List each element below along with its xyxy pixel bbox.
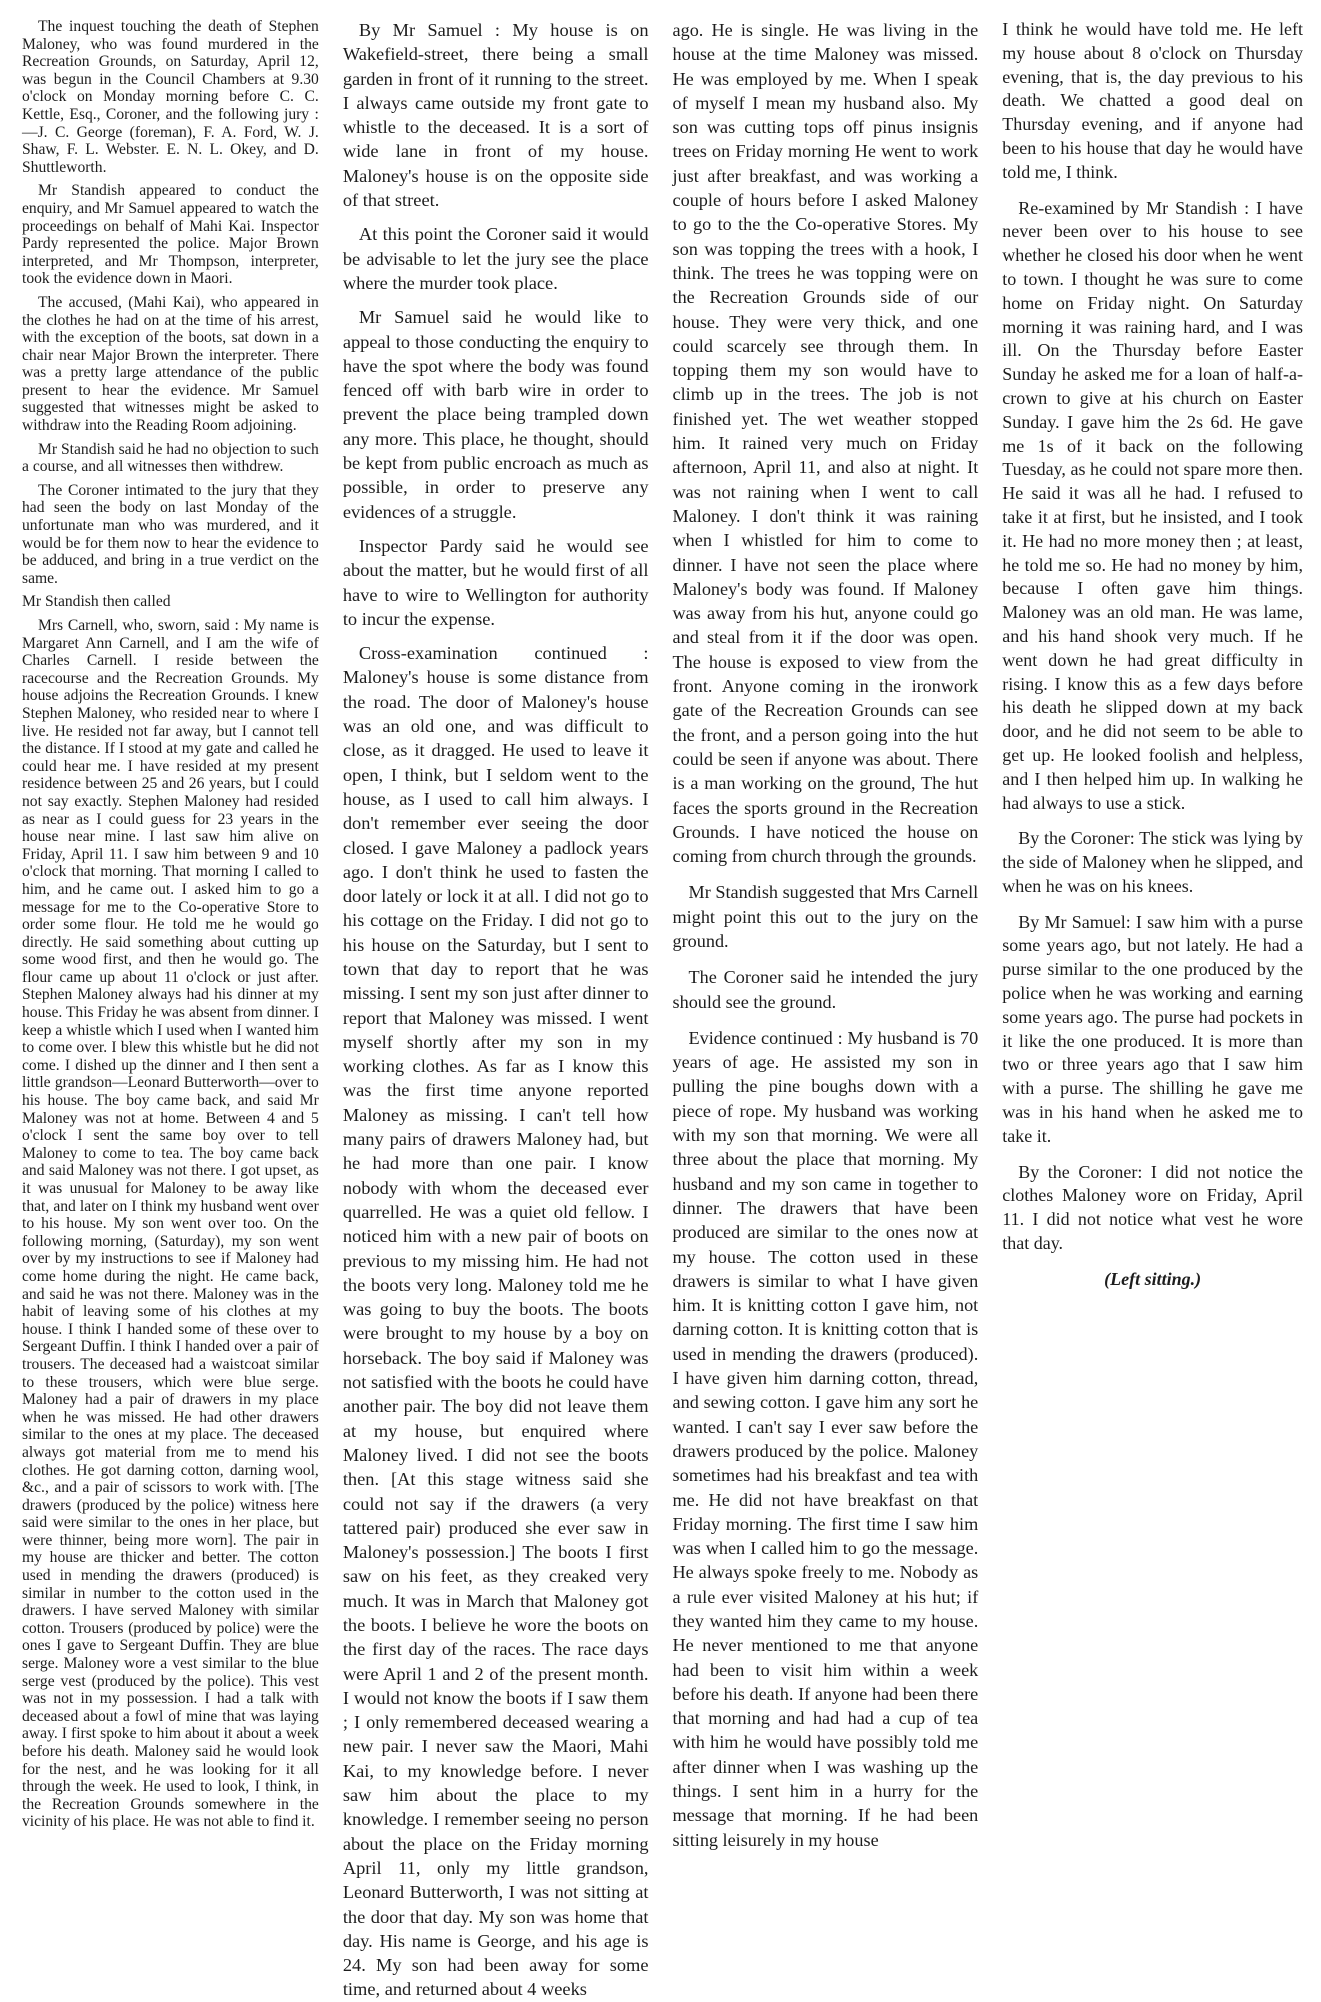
paragraph: Inspector Pardy said he would see about the matter, but he would first of all have to wire to Wellington for authority to incur the expense.	[342, 535, 649, 629]
column-1	[22, 18, 319, 1882]
paragraph: Mr Standish appeared to conduct the enquiry, and Mr Samuel appeared to watch the proceedings on behalf of Mahi Kai. Inspector Pardy represented the police. Major Brown interpreted, and Mr Thompson, interpreter, took the evidence down in Maori.	[22, 182, 319, 288]
paragraph: By the Coroner: I did not notice the clothes Maloney wore on Friday, April 11. I did not notice what vest he wore that day.	[1002, 1161, 1304, 1254]
paragraph: At this point the Coroner said it would be advisable to let the jury see the place where the murder took place.	[342, 224, 649, 293]
paragraph: The accused, (Mahi Kai), who appeared in the clothes he had on at the time of his arrest, with the exception of the boots, sat down in a chair near Major Brown the interpreter. There was a pretty large attendance of the public present to hear the evidence. Mr Samuel suggested that witnesses might be asked to withdraw into the Reading Room adjoining.	[22, 293, 319, 435]
paragraph: Cross-examination continued : Maloney's house is some distance from the road. The door of Maloney's house was an old one, and was difficult to close, as it dragged. He used to leave it open, I think, but I seldom went to the house, as I used to call him always. I don't remember ever seeing the door closed. I gave Maloney a padlock years ago. I don't think he used to fasten the door lately or lock it at all. I did not go to his cottage on the Friday. I did not go to his house on the Saturday, but I sent to town that day to report that he was missing. I sent my son just after dinner to report that Maloney was missed. I went myself shortly after my son in my working clothes. As far as I know this was the first time anyone reported Maloney as missing. I can't tell how many pairs of drawers Maloney had, but he had more than one pair. I know nobody with whom the deceased ever quarrelled. He was a quiet old fellow. I noticed him with a new pair of boots on previous to my missing him. He had not the boots very long. Maloney told me he was going to buy the boots. The boots were brought to my house by a boy on horseback. The boy said if Maloney was not satisfied with the boots he could have another pair. The boy did not leave them at my house, but enquired where Maloney lived. I did not see the boots then. [At this stage witness said she could not say if the drawers (a very tattered pair) produced she ever saw in Maloney's possession.] The boots I first saw on his feet, as they creaked very much. It was in March that Maloney got the boots. I believe he wore the boots on the first day of the races. The race days were April 1 and 2 of the present month. I would not know the boots if I saw them ; I only remembered deceased wearing a new pair. I never saw the Maori, Mahi Kai, to my knowledge before. I never saw him about the place to my knowledge. I remember seeing no person about the place on the Friday morning April 11, only my little grandson, Leonard Butterworth, I was not sitting at the door that day. My son was home that day. His name is George, and his age is 24. My son had been away for some time, and returned about 4 weeks	[342, 643, 649, 2000]
paragraph: By the Coroner: The stick was lying by the side of Maloney when he slipped, and when he was on his knees.	[1002, 828, 1304, 896]
paragraph: Mr Standish suggested that Mrs Carnell might point this out to the jury on the ground.	[672, 882, 979, 951]
paragraph: Re-examined by Mr Standish : I have never been over to his house to see whether he closed his door when he went to town. I thought he was sure to come home on Friday night. On Saturday morning it was raining hard, and I was ill. On the Thursday before Easter Sunday he asked me for a loan of half-a-crown to give at his church on Easter Sunday. I gave him the 2s 6d. He gave me 1s of it back on the following Tuesday, as he could not spare more then. He said it was all he had. I refused to take it at first, but he insisted, and I took it. He had no more money then ; at least, he told me so. He had no money by him, because I often gave him things. Maloney was an old man. He was lame, and his hand shook very much. If he went down he had great difficulty in rising. I know this as a few days before his death he slipped down at my back door, and he did not seem to be able to get up. He looked foolish and helpless, and I then helped him up. In walking he had always to use a stick.	[1002, 197, 1304, 813]
paragraph: By Mr Samuel : My house is on Wakefield-street, there being a small garden in front of it running to the street. I always came outside my front gate to whistle to the deceased. It is a sort of wide lane in front of my house. Maloney's house is on the opposite side of that street.	[342, 20, 649, 211]
column-4	[1002, 18, 1303, 1882]
paragraph: ago. He is single. He was living in the house at the time Maloney was missed. He was employed by me. When I speak of myself I mean my husband also. My son was cutting tops off pinus insignis trees on Friday morning He went to work just after breakfast, and was working a couple of hours before I asked Maloney to go to the the Co-operative Stores. My son was topping the trees with a hook, I think. The trees he was topping were on the Recreation Grounds side of our house. They were very thick, and one could scarcely see through them. In topping them my son would have to climb up in the trees. The job is not finished yet. The wet weather stopped him. It rained very much on Friday afternoon, April 11, and also at night. It was not raining when I went to call Maloney. I don't think it was raining when I whistled for him to come to dinner. I have not seen the place where Maloney's body was found. If Maloney was away from his hut, anyone could go and steal from it if the door was open. The house is exposed to view from the front. Anyone coming in the ironwork gate of the Recreation Grounds can see the front, and a person going into the hut could be seen if anyone was about. There is a man working on the ground, The hut faces the sports ground in the Recreation Grounds. I have noticed the house on coming from church through the grounds.	[672, 20, 979, 867]
column-3	[673, 18, 979, 1882]
column-2	[342, 18, 649, 2000]
paragraph: By Mr Samuel: I saw him with a purse some years ago, but not lately. He had a purse similar to the one produced by the police when he was working and earning some years ago. The purse had pockets in it like the one produced. It is more than two or three years ago that I saw him with a purse. The shilling he gave me was in his hand when he asked me to take it.	[1002, 911, 1304, 1146]
paragraph: Evidence continued : My husband is 70 years of age. He assisted my son in pulling the pine boughs down with a piece of rope. My husband was working with my son that morning. We were all three about the place that morning. My husband and my son came in together to dinner. The drawers that have been produced are similar to the ones now at my house. The cotton used in these drawers is similar to what I have given him. It is knitting cotton I gave him, not darning cotton. It is knitting cotton that is used in mending the drawers (produced). I have given him darning cotton, thread, and sewing cotton. I gave him any sort he wanted. I can't say I ever saw before the drawers produced by the police. Maloney sometimes had his breakfast and tea with me. He did not have breakfast on that Friday morning. The first time I saw him was when I called him to go the message. He always spoke freely to me. Nobody as a rule ever visited Maloney at his hut; if they wanted him they came to my house. He never mentioned to me that anyone had been to visit him within a week before his death. If anyone had been there that morning and had had a cup of tea with him he would have possibly told me after dinner when I was washing up the things. I sent him in a hurry for the message that morning. If he had been sitting leisurely in my house	[672, 1027, 979, 1850]
paragraph: Mr Standish then called	[22, 593, 171, 611]
paragraph: The Coroner intimated to the jury that they had seen the body on last Monday of the unfortunate man who was murdered, and it would be for them now to hear the evidence to be adduced, and bring in a true verdict on the same.	[22, 481, 319, 587]
paragraph: I think he would have told me. He left my house about 8 o'clock on Thursday evening, that is, the day previous to his death. We chatted a good deal on Thursday evening, and if anyone had been to his house that day he would have told me, I think.	[1002, 19, 1304, 182]
left-sitting-note: (Left sitting.)	[1104, 1268, 1202, 1289]
paragraph: Mrs Carnell, who, sworn, said : My name is Margaret Ann Carnell, and I am the wife of Charles Carnell. I reside between the racecourse and the Recreation Grounds. My house adjoins the Recreation Grounds. I knew Stephen Maloney, who resided near to where I live. He resided not far away, but I cannot tell the distance. If I stood at my gate and called he could hear me. I have resided at my present residence between 25 and 26 years, but I could not say exactly. Stephen Maloney had resided as near as I could guess for 23 years in the house near mine. I last saw him alive on Friday, April 11. I saw him between 9 and 10 o'clock that morning. That morning I called to him, and he came out. I asked him to go a message for me to the Co-operative Store to order some flour. He told me he would go directly. He said something about cutting up some wood first, and then he would go. The flour came up about 11 o'clock or just after. Stephen Maloney always had his dinner at my house. This Friday he was absent from dinner. I keep a whistle which I used when I wanted him to come over. I blew this whistle but he did not come. I dished up the dinner and I then sent a little grandson—Leonard Butterworth—over to his house. The boy came back, and said Mr Maloney was not at home. Between 4 and 5 o'clock I sent the same boy over to tell Maloney to come to tea. The boy came back and said Maloney was not there. I got upset, as it was unusual for Maloney to be away like that, and later on I think my husband went over to his house. My son went over too. On the following morning, (Saturday), my son went over by my instructions to see if Maloney had come home during the night. He came back, and said he was not there. Maloney was in the habit of leaving some of his clothes at my house. I think I handed some of these over to Sergeant Duffin. I think I handed over a pair of trousers. The deceased had a waistcoat similar to these trousers, which were blue serge. Maloney had a pair of drawers in my place when he was missed. He had other drawers similar to the ones at my place. The deceased always got material from me to mend his clothes. He got darning cotton, darning wool, &c., and a pair of scissors to work with. [The drawers (produced by the police) witness here said were similar to the ones in her place, but were thinner, being more worn]. The pair in my house are thicker and better. The cotton used in mending the drawers (produced) is similar in number to the cotton used in the drawers. I have served Maloney with similar cotton. Trousers (produced by police) were the ones I gave to Sergeant Duffin. They are blue serge. Maloney wore a vest similar to the blue serge vest (produced by the police). This vest was not in my possession. I had a talk with deceased about a fowl of mine that was laying away. I first spoke to him about it about a week before his death. Maloney said he would look for the nest, and he was looking for it all through the week. He used to look, I think, in the Recreation Grounds somewhere in the vicinity of his place. He was not able to find it.	[22, 617, 319, 1831]
paragraph: Mr Samuel said he would like to appeal to those conducting the enquiry to have the spot where the body was found fenced off with barb wire in order to prevent the place being trampled down any more. This place, he thought, should be kept from public encroach as much as possible, in order to preserve any evidences of a struggle.	[342, 307, 649, 522]
paragraph: The Coroner said he intended the jury should see the ground.	[672, 967, 979, 1012]
paragraph: The inquest touching the death of Stephen Maloney, who was found murdered in the Recreation Grounds, on Saturday, April 12, was begun in the Council Chambers at 9.30 o'clock on Monday morning before C. C. Kettle, Esq., Coroner, and the following jury :—J. C. George (foreman), F. A. Ford, W. J. Shaw, F. L. Webster. E. N. L. Okey, and D. Shuttleworth.	[22, 18, 319, 176]
paragraph: Mr Standish said he had no objection to such a course, and all witnesses then withdrew.	[22, 440, 319, 476]
